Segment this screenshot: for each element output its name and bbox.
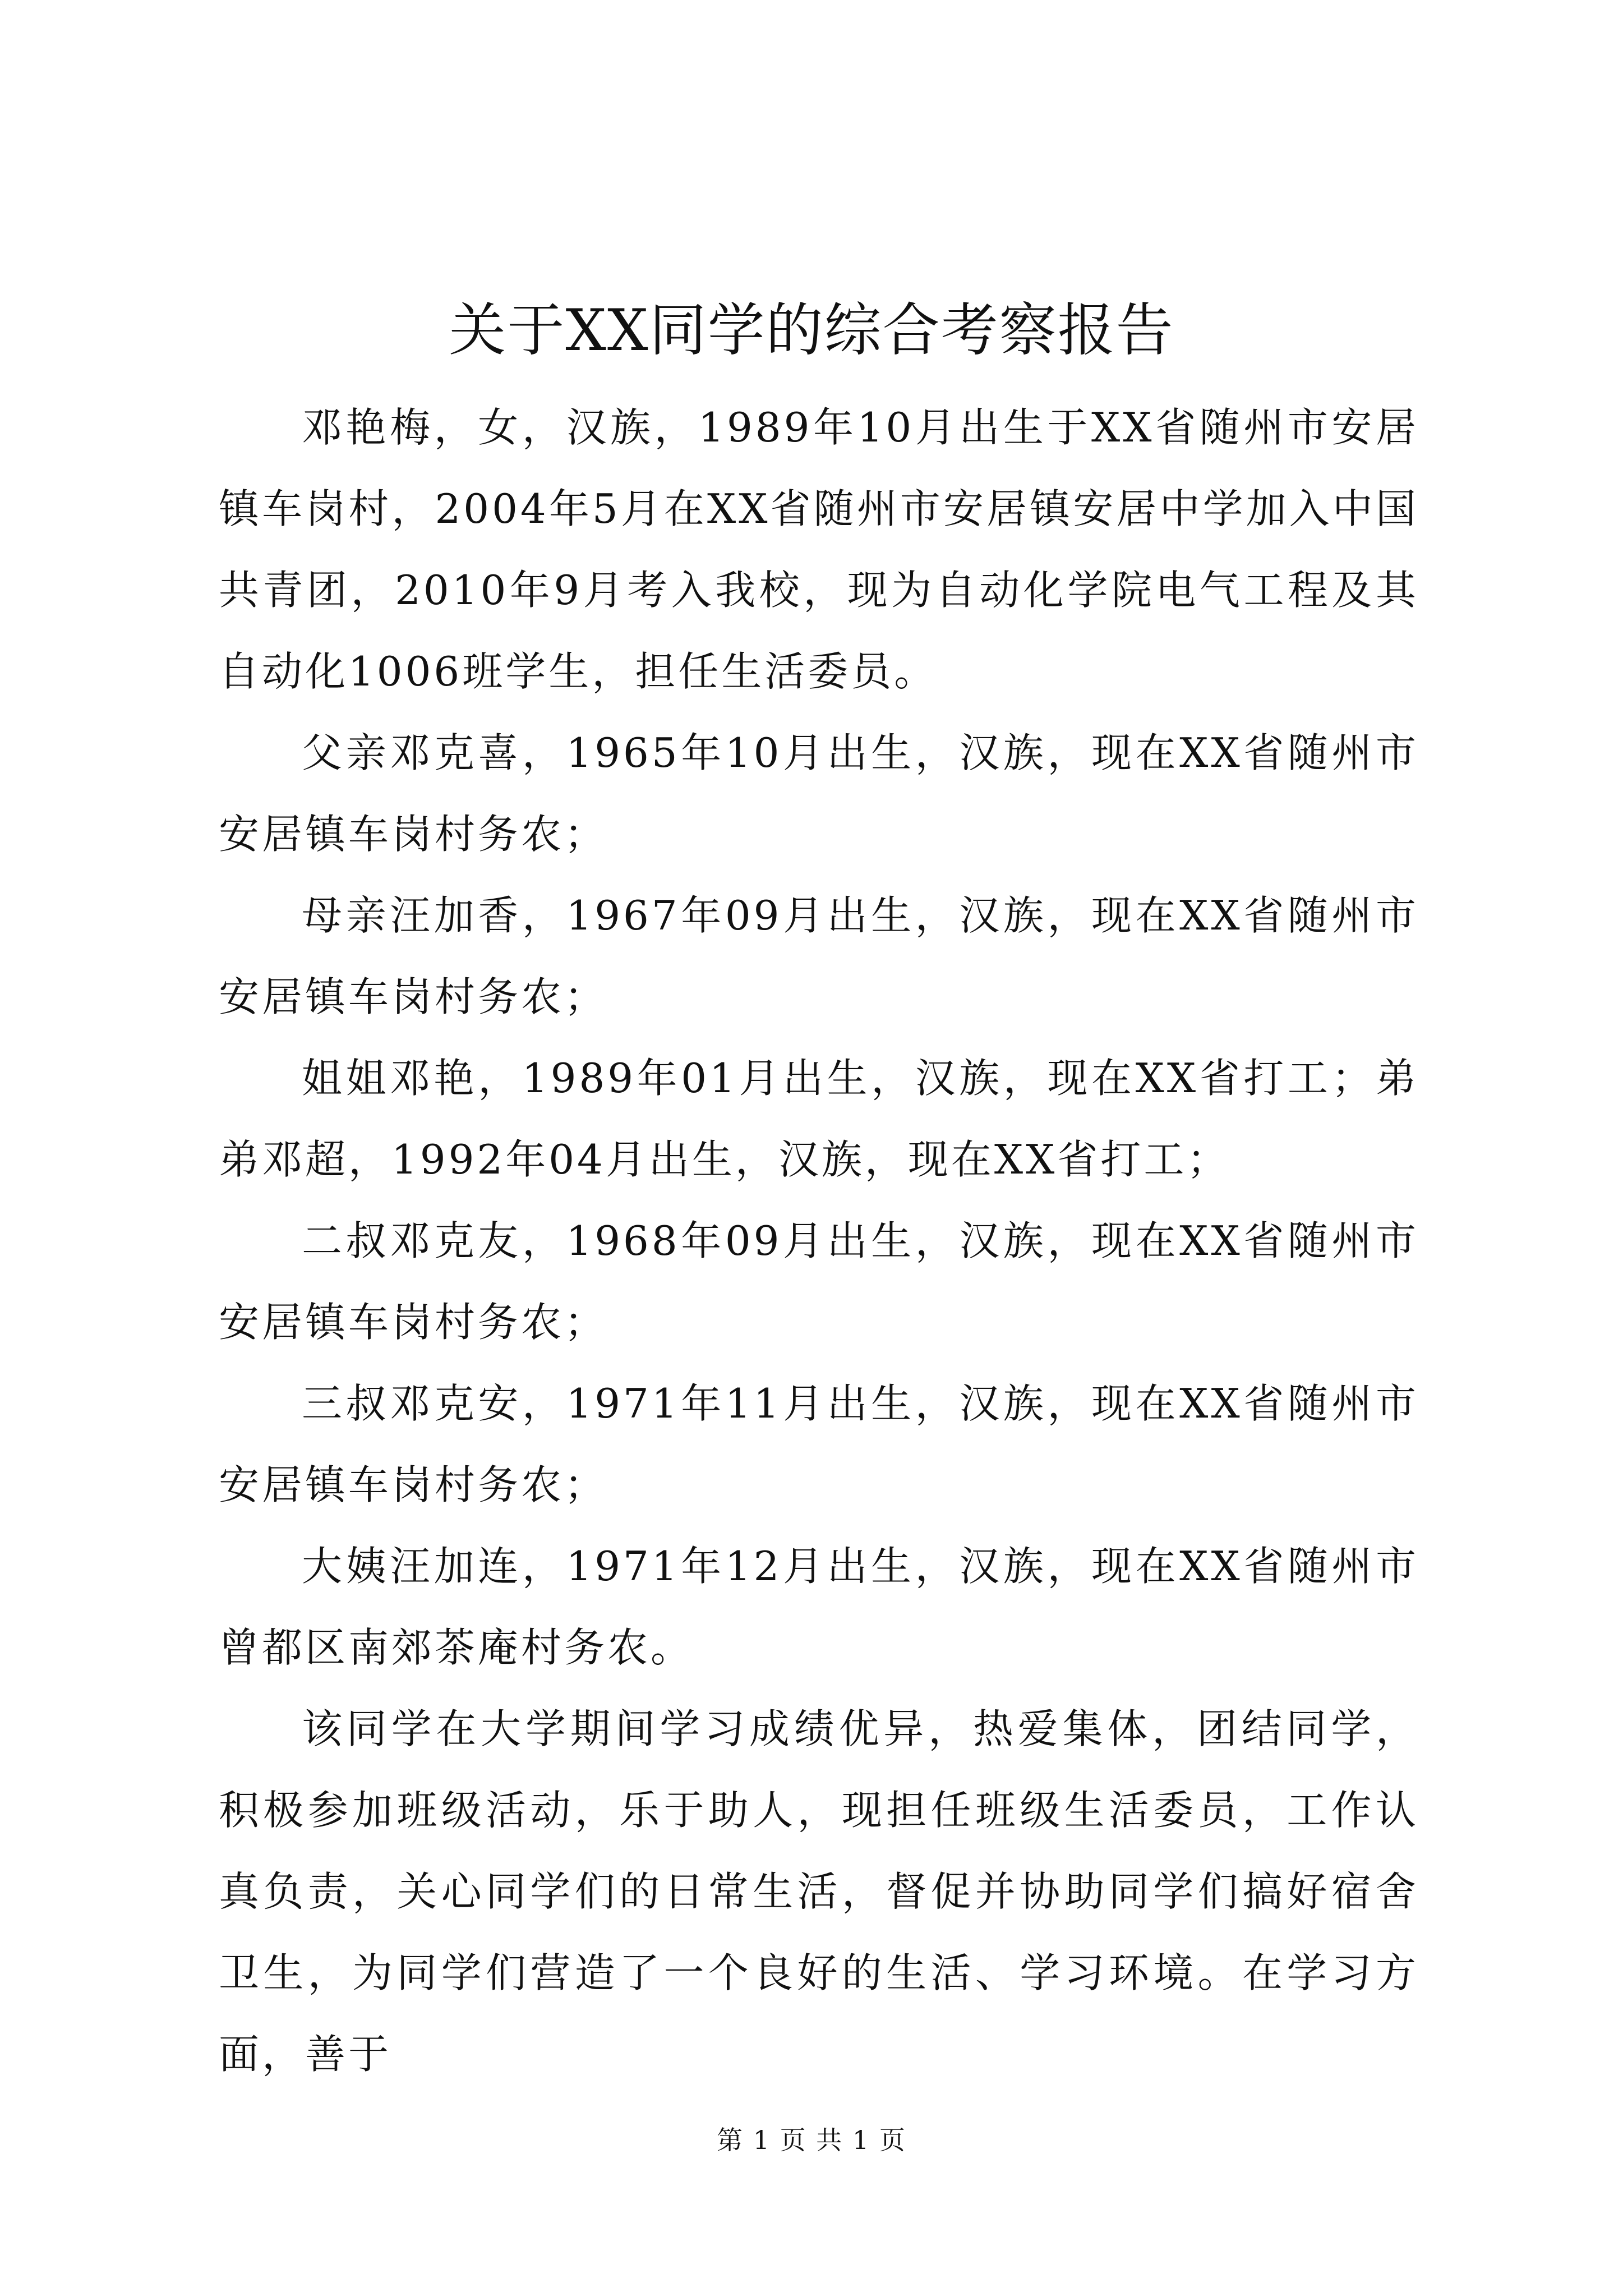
paragraph-mother: 母亲汪加香，1967年09月出生，汉族，现在XX省随州市安居镇车岗村务农； — [219, 892, 1419, 1020]
document-body — [219, 387, 1419, 2095]
paragraph-siblings: 姐姐邓艳，1989年01月出生，汉族，现在XX省打工；弟弟邓超，1992年04月出生，汉族，现在XX省打工； — [219, 1055, 1419, 1183]
paragraph-aunt: 大姨汪加连，1971年12月出生，汉族，现在XX省随州市曾都区南郊茶庵村务农。 — [219, 1543, 1419, 1671]
paragraph-third-uncle: 三叔邓克安，1971年11月出生，汉族，现在XX省随州市安居镇车岗村务农； — [219, 1380, 1419, 1508]
paragraph-evaluation: 该同学在大学期间学习成绩优异，热爱集体，团结同学，积极参加班级活动，乐于助人，现担任班级生活委员，工作认真负责，关心同学们的日常生活，督促并协助同学们搞好宿舍卫生，为同学们营造了一个良好的生活、学习环境。在学习方面，善于 — [219, 1705, 1419, 2078]
paragraph-second-uncle: 二叔邓克友，1968年09月出生，汉族，现在XX省随州市安居镇车岗村务农； — [219, 1217, 1419, 1346]
paragraph-personal-info: 邓艳梅，女，汉族，1989年10月出生于XX省随州市安居镇车岗村，2004年5月在XX省随州市安居镇安居中学加入中国共青团，2010年9月考入我校，现为自动化学院电气工程及其自动化1006班学生，担任生活委员。 — [219, 404, 1419, 695]
paragraph-father: 父亲邓克喜，1965年10月出生，汉族，现在XX省随州市安居镇车岗村务农； — [219, 729, 1419, 858]
document-title: 关于XX同学的综合考察报告 — [449, 297, 1174, 364]
page-footer: 第 1 页 共 1 页 — [717, 2125, 906, 2155]
